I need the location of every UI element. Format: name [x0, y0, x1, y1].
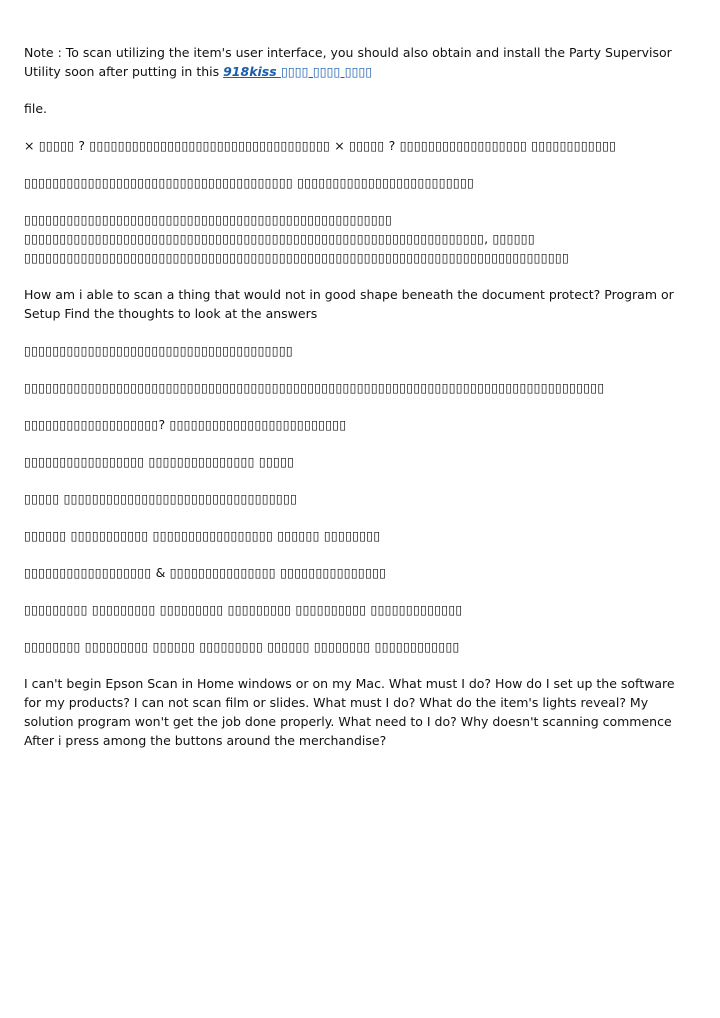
garbled-line-3: ▯▯▯▯▯▯▯▯▯▯▯▯▯▯▯▯▯▯▯? ▯▯▯▯▯▯▯▯▯▯▯▯▯▯▯▯▯▯▯▯▯▯▯▯▯ [24, 417, 347, 432]
intro-text: Note : To scan utilizing the item's user interface, you should also obtain and install the Party Supervisor Utility soon after putting in this [24, 45, 672, 79]
question-paragraph: How am i able to scan a thing that would not in good shape beneath the document protect? Program or Setup Find the thoughts to look at the answers [24, 287, 674, 321]
garbled-line-6: ▯▯▯▯▯▯ ▯▯▯▯▯▯▯▯▯▯▯ ▯▯▯▯▯▯▯▯▯▯▯▯▯▯▯▯▯ ▯▯▯▯▯▯ ▯▯▯▯▯▯▯▯ [24, 528, 381, 543]
closing-paragraph: I can't begin Epson Scan in Home windows or on my Mac. What must I do? How do I set up the software for my products? I can not scan film or slides. What must I do? What do the item's lights reveal? My solution program won't get the job done properly. What need to I do? Why doesn't scanning commence After i press among the buttons around the merchandise? [24, 676, 675, 748]
garbled-line-5: ▯▯▯▯▯ ▯▯▯▯▯▯▯▯▯▯▯▯▯▯▯▯▯▯▯▯▯▯▯▯▯▯▯▯▯▯▯▯▯ [24, 491, 298, 506]
garbled-line-4: ▯▯▯▯▯▯▯▯▯▯▯▯▯▯▯▯▯ ▯▯▯▯▯▯▯▯▯▯▯▯▯▯▯ ▯▯▯▯▯ [24, 454, 295, 469]
garbled-line-2: ▯▯▯▯▯▯▯▯▯▯▯▯▯▯▯▯▯▯▯▯▯▯▯▯▯▯▯▯▯▯▯▯▯▯▯▯▯▯▯▯▯▯▯▯▯▯▯▯▯▯▯▯▯▯▯▯▯▯▯▯▯▯▯▯▯▯▯▯▯▯▯▯▯▯▯▯▯▯▯▯▯▯ [24, 380, 605, 395]
intro-paragraph [24, 43, 684, 81]
keyword-link[interactable]: 918kiss ▯▯▯▯ ▯▯▯▯ ▯▯▯▯ [223, 64, 373, 79]
garbled-line-9: ▯▯▯▯▯▯▯▯ ▯▯▯▯▯▯▯▯▯ ▯▯▯▯▯▯ ▯▯▯▯▯▯▯▯▯ ▯▯▯▯▯▯ ▯▯▯▯▯▯▯▯ ▯▯▯▯▯▯▯▯▯▯▯▯ [24, 639, 460, 654]
garbled-paragraph-1: × ▯▯▯▯▯ ? ▯▯▯▯▯▯▯▯▯▯▯▯▯▯▯▯▯▯▯▯▯▯▯▯▯▯▯▯▯▯▯▯▯▯ × ▯▯▯▯▯ ? ▯▯▯▯▯▯▯▯▯▯▯▯▯▯▯▯▯▯ ▯▯▯▯▯▯▯▯▯▯▯▯ [24, 138, 617, 153]
garbled-paragraph-2: ▯▯▯▯▯▯▯▯▯▯▯▯▯▯▯▯▯▯▯▯▯▯▯▯▯▯▯▯▯▯▯▯▯▯▯▯▯▯ ▯▯▯▯▯▯▯▯▯▯▯▯▯▯▯▯▯▯▯▯▯▯▯▯▯ [24, 175, 475, 190]
garbled-line-8: ▯▯▯▯▯▯▯▯▯ ▯▯▯▯▯▯▯▯▯ ▯▯▯▯▯▯▯▯▯ ▯▯▯▯▯▯▯▯▯ ▯▯▯▯▯▯▯▯▯▯ ▯▯▯▯▯▯▯▯▯▯▯▯▯ [24, 602, 463, 617]
garbled-paragraph-3: ▯▯▯▯▯▯▯▯▯▯▯▯▯▯▯▯▯▯▯▯▯▯▯▯▯▯▯▯▯▯▯▯▯▯▯▯▯▯▯▯▯▯▯▯▯▯▯▯▯▯▯▯ ▯▯▯▯▯▯▯▯▯▯▯▯▯▯▯▯▯▯▯▯▯▯▯▯▯▯▯▯▯▯▯▯▯▯▯▯▯▯▯▯▯▯▯▯▯▯▯▯▯▯▯▯▯▯▯▯▯▯▯▯▯▯▯▯▯, ▯▯▯▯▯▯ ▯▯▯▯▯▯▯▯▯▯▯▯▯▯▯▯▯▯▯▯▯▯▯▯▯▯▯▯▯▯▯▯▯▯▯▯▯▯▯▯▯▯▯▯▯▯▯▯▯▯▯▯▯▯▯▯▯▯▯▯▯▯▯▯▯▯▯▯▯▯▯▯▯▯▯▯▯ [24, 212, 570, 265]
garbled-line-7: ▯▯▯▯▯▯▯▯▯▯▯▯▯▯▯▯▯▯ & ▯▯▯▯▯▯▯▯▯▯▯▯▯▯▯ ▯▯▯▯▯▯▯▯▯▯▯▯▯▯▯ [24, 565, 387, 580]
document-body [24, 43, 684, 768]
intro-continuation: file. [24, 101, 48, 116]
garbled-line-1: ▯▯▯▯▯▯▯▯▯▯▯▯▯▯▯▯▯▯▯▯▯▯▯▯▯▯▯▯▯▯▯▯▯▯▯▯▯▯ [24, 343, 293, 358]
